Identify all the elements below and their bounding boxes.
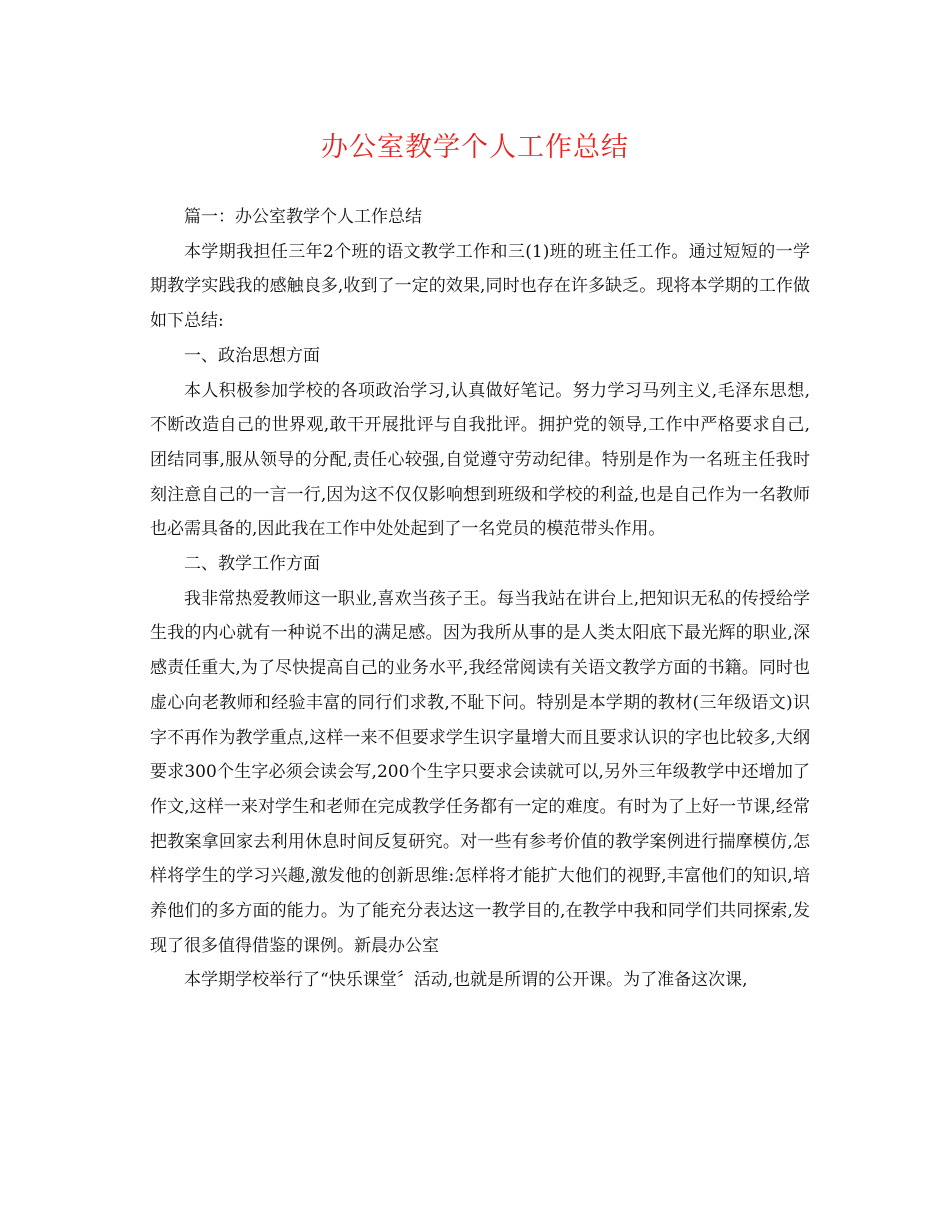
document-body: [150, 200, 810, 998]
document-title: 办公室教学个人工作总结: [321, 132, 629, 163]
section-heading-1: 篇一：办公室教学个人工作总结: [184, 207, 422, 227]
paragraph-politics: 本人积极参加学校的各项政治学习,认真做好笔记。努力学习马列主义,毛泽东思想,不断改造自己的世界观,敢干开展批评与自我批评。拥护党的领导,工作中严格要求自己,团结同事,服从领导的分配,责任心较强,自觉遵守劳动纪律。特别是作为一名班主任我时刻注意自己的一言一行,因为这不仅仅影响想到班级和学校的利益,也是自己作为一名教师也必需具备的,因此我在工作中处处起到了一名党员的模范带头作用。: [150, 380, 810, 540]
section-heading-teaching: 二、教学工作方面: [184, 554, 320, 575]
section-heading-politics: 一、政治思想方面: [184, 345, 320, 366]
paragraph-happy-classroom: 本学期学校举行了“快乐课堂〞活动,也就是所谓的公开课。为了准备这次课,: [184, 970, 748, 991]
paragraph-teaching: 我非常热爱教师这一职业,喜欢当孩子王。每当我站在讲台上,把知识无私的传授给学生我的内心就有一种说不出的满足感。因为我所从事的是人类太阳底下最光辉的职业,深感责任重大,为了尽快提高自己的业务水平,我经常阅读有关语文教学方面的书籍。同时也虚心向老教师和经验丰富的同行们求教,不耻下问。特别是本学期的教材(三年级语文)识字不再作为教学重点,这样一来不但要求学生识字量增大而且要求认识的字也比较多,大纲要求300个生字必须会读会写,200个生字只要求会读就可以,另外三年级教学中还增加了作文,这样一来对学生和老师在完成教学任务都有一定的难度。有时为了上好一节课,经常把教案拿回家去利用休息时间反复研究。对一些有参考价值的教学案例进行揣摩模仿,怎样将学生的学习兴趣,激发他的创新思维:怎样将才能扩大他们的视野,丰富他们的知识,培养他们的多方面的能力。为了能充分表达这一教学目的,在教学中我和同学们共同探索,发现了很多值得借鉴的课例。新晨办公室: [150, 588, 810, 956]
paragraph-intro: 本学期我担任三年2个班的语文教学工作和三(1)班的班主任工作。通过短短的一学期教学实践我的感触良多,收到了一定的效果,同时也存在许多缺乏。现将本学期的工作做如下总结:: [150, 241, 810, 332]
